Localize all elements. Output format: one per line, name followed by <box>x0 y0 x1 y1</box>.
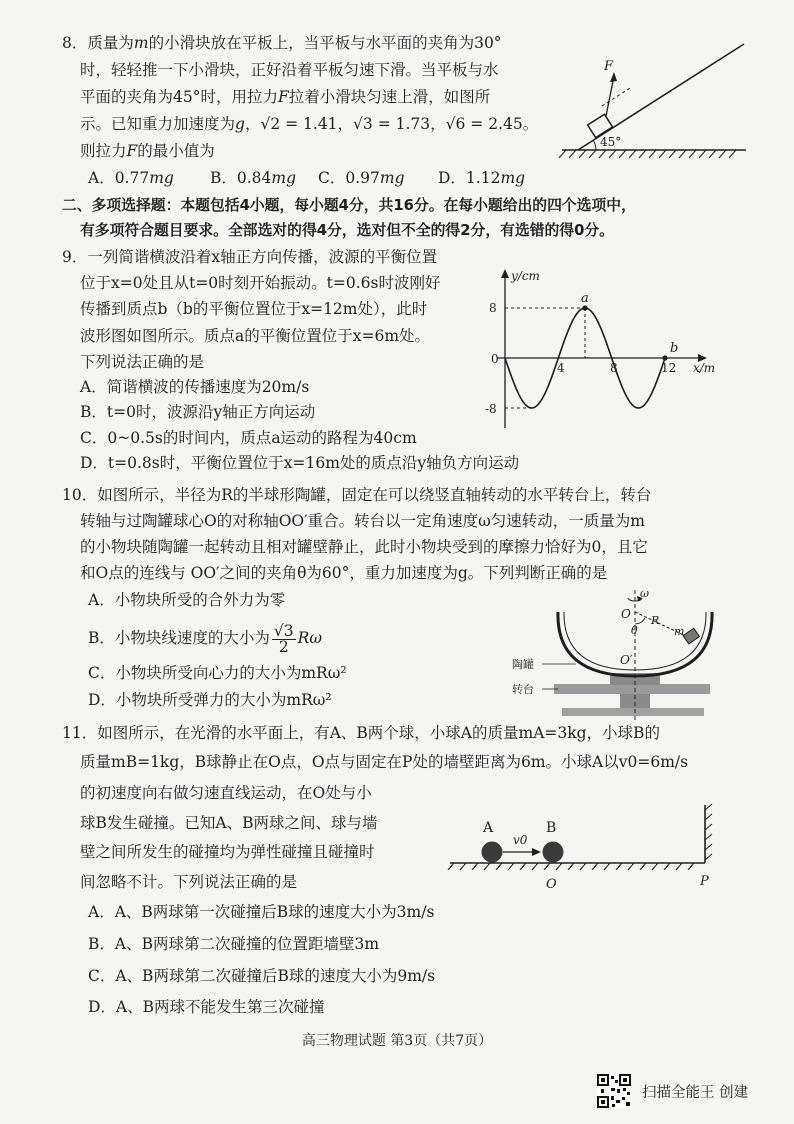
section2-heading-line-2: 有多项符合题目要求。全部选对的得4分，选对但不全的得2分，有选错的得0分。 <box>80 222 614 239</box>
q11-line-2: 质量mB=1kg，B球静止在O点，O点与固定在P处的墙壁距离为6m。小球A以v0=6m/s <box>80 753 689 771</box>
q10-center-label: O <box>621 607 631 621</box>
q11-ball-a <box>482 842 503 863</box>
q8-force-direction-dashed <box>602 88 630 106</box>
q10-turntable-top <box>554 684 710 694</box>
q10-omega-label: ω <box>640 587 649 600</box>
q10-line-4: 和O点的连线与 OO′之间的夹角θ为60°，重力加速度为g。下列判断正确的是 <box>80 564 608 582</box>
q10-mass-label: m <box>674 625 685 638</box>
q9-wave-chart <box>475 268 735 438</box>
q11-wall-hatch <box>705 804 712 860</box>
q9-y-axis-label: y/cm <box>511 269 540 283</box>
q9-y-tick-0: 0 <box>491 352 499 366</box>
q11-point-p-label: P <box>700 874 709 889</box>
q11-option-d: D．A、B两球不能发生第三次碰撞 <box>88 998 325 1016</box>
q8-line-1: 8．质量为m的小滑块放在平板上，当平板与水平面的夹角为30° <box>62 34 502 52</box>
q9-point-b-label: b <box>670 341 679 356</box>
q9-x-tick-4: 4 <box>557 361 565 375</box>
q11-point-o-label: O <box>546 877 557 892</box>
q11-option-b: B．A、B两球第二次碰撞的位置距墙壁3m <box>88 935 380 953</box>
q11-ball-b <box>543 842 564 863</box>
q9-option-c: C．0~0.5s的时间内，质点a运动的路程为40cm <box>80 429 417 447</box>
q8-option-b: B．0.84mg <box>210 169 297 187</box>
q10-option-a: A．小物块所受的合外力为零 <box>88 591 286 609</box>
q11-floor-hatch <box>448 863 694 870</box>
q9-x-tick-12: 12 <box>661 361 677 375</box>
q9-option-b: B．t=0时，波源沿y轴正方向运动 <box>80 403 316 421</box>
q8-line-2: 时，轻轻推一下小滑块，正好沿着平板匀速下滑。当平板与水 <box>80 61 499 79</box>
q9-option-d: D．t=0.8s时，平衡位置位于x=16m处的质点沿y轴负方向运动 <box>80 454 520 472</box>
q9-y-tick-8: 8 <box>489 301 497 315</box>
q10-line-2: 转轴与过陶罐球心O的对称轴OO′重合。转台以一定角速度ω匀速转动，一质量为m <box>80 512 645 530</box>
page-footer: 高三物理试题 第3页（共7页） <box>301 1033 493 1049</box>
q11-line-6: 间忽略不计。下列说法正确的是 <box>80 873 298 891</box>
q8-incline-figure <box>556 40 756 165</box>
q10-line-3: 的小物块随陶罐一起转动且相对罐壁静止，此时小物块受到的摩擦力恰好为0，且它 <box>80 538 648 556</box>
q10-radius-label: R <box>651 614 660 627</box>
section2-heading-line-1: 二、多项选择题：本题包括4小题，每小题4分，共16分。在每小题给出的四个选项中， <box>62 197 636 214</box>
q9-line-5: 下列说法正确的是 <box>80 353 205 371</box>
q8-line-3: 平面的夹角为45°时，用拉力F拉着小滑块匀速上滑，如图所 <box>80 88 491 106</box>
qr-code-icon <box>597 1074 631 1108</box>
q10-option-b-fraction: $\frac{√3}{2}$ <box>273 621 294 656</box>
q11-ball-b-label: B <box>546 820 557 836</box>
q9-line-2: 位于x=0处且从t=0时刻开始振动。t=0.6s时波刚好 <box>80 274 441 292</box>
q10-oprime-label: O′ <box>620 653 633 667</box>
scanner-watermark: 扫描全能王 创建 <box>642 1085 749 1101</box>
q8-option-c: C．0.97mg <box>318 169 405 187</box>
q11-collision-figure <box>440 800 730 895</box>
q10-option-d: D．小物块所受弹力的大小为mRω² <box>88 691 332 709</box>
q8-option-a: A．0.77mg <box>88 169 174 187</box>
q9-line-1: 9．一列简谐横波沿着x轴正方向传播，波源的平衡位置 <box>62 248 438 266</box>
q10-turntable-label: 转台 <box>512 683 534 696</box>
q10-option-c: C．小物块所受向心力的大小为mRω² <box>88 664 347 682</box>
q10-turntable-bottom <box>562 708 704 716</box>
q9-point-a-label: a <box>581 291 589 306</box>
q11-ball-a-label: A <box>483 820 494 836</box>
q9-point-b <box>662 355 667 360</box>
q11-option-a: A．A、B两球第一次碰撞后B球的速度大小为3m/s <box>88 903 435 921</box>
q10-theta-label: θ <box>631 624 638 637</box>
q10-jar-label: 陶罐 <box>512 658 534 671</box>
q9-x-axis-label: x/m <box>693 361 716 375</box>
q10-option-b: B．小物块线速度的大小为 $\frac{√3}{2}$ Rω <box>88 621 322 656</box>
q11-line-1: 11．如图所示，在光滑的水平面上，有A、B两个球，小球A的质量mA=3kg，小球B的 <box>62 724 660 742</box>
q8-line-5: 则拉力F的最小值为 <box>80 142 215 160</box>
q11-line-3: 的初速度向右做匀速直线运动，在O处与小 <box>80 784 372 802</box>
q10-line-1: 10．如图所示，半径为R的半球形陶罐，固定在可以绕竖直轴转动的水平转台上，转台 <box>62 486 652 504</box>
q11-velocity-label: v0 <box>513 833 528 847</box>
q8-line-4: 示。已知重力加速度为g，√2 = 1.41，√3 = 1.73，√6 = 2.45。 <box>80 115 539 133</box>
q10-jar-figure <box>512 587 746 728</box>
q11-line-5: 壁之间所发生的碰撞均为弹性碰撞且碰撞时 <box>80 843 375 861</box>
q8-force-label: F <box>604 59 614 74</box>
q11-option-c: C．A、B两球第二次碰撞后B球的速度大小为9m/s <box>88 967 436 985</box>
q9-y-tick-neg8: -8 <box>485 402 497 416</box>
q8-ground-hatch <box>559 150 736 158</box>
q10-block <box>683 628 699 644</box>
q9-option-a: A．简谐横波的传播速度为20m/s <box>80 378 310 396</box>
q8-angle-label: 45° <box>600 135 622 149</box>
q11-line-4: 球B发生碰撞。已知A、B两球之间、球与墙 <box>80 814 378 832</box>
q9-point-a <box>582 305 587 310</box>
q9-line-3: 传播到质点b（b的平衡位置位于x=12m处），此时 <box>80 300 428 318</box>
q9-line-4: 波形图如图所示。质点a的平衡位置位于x=6m处。 <box>80 327 431 345</box>
q8-option-d: D．1.12mg <box>438 169 526 187</box>
q9-x-tick-8: 8 <box>610 361 618 375</box>
